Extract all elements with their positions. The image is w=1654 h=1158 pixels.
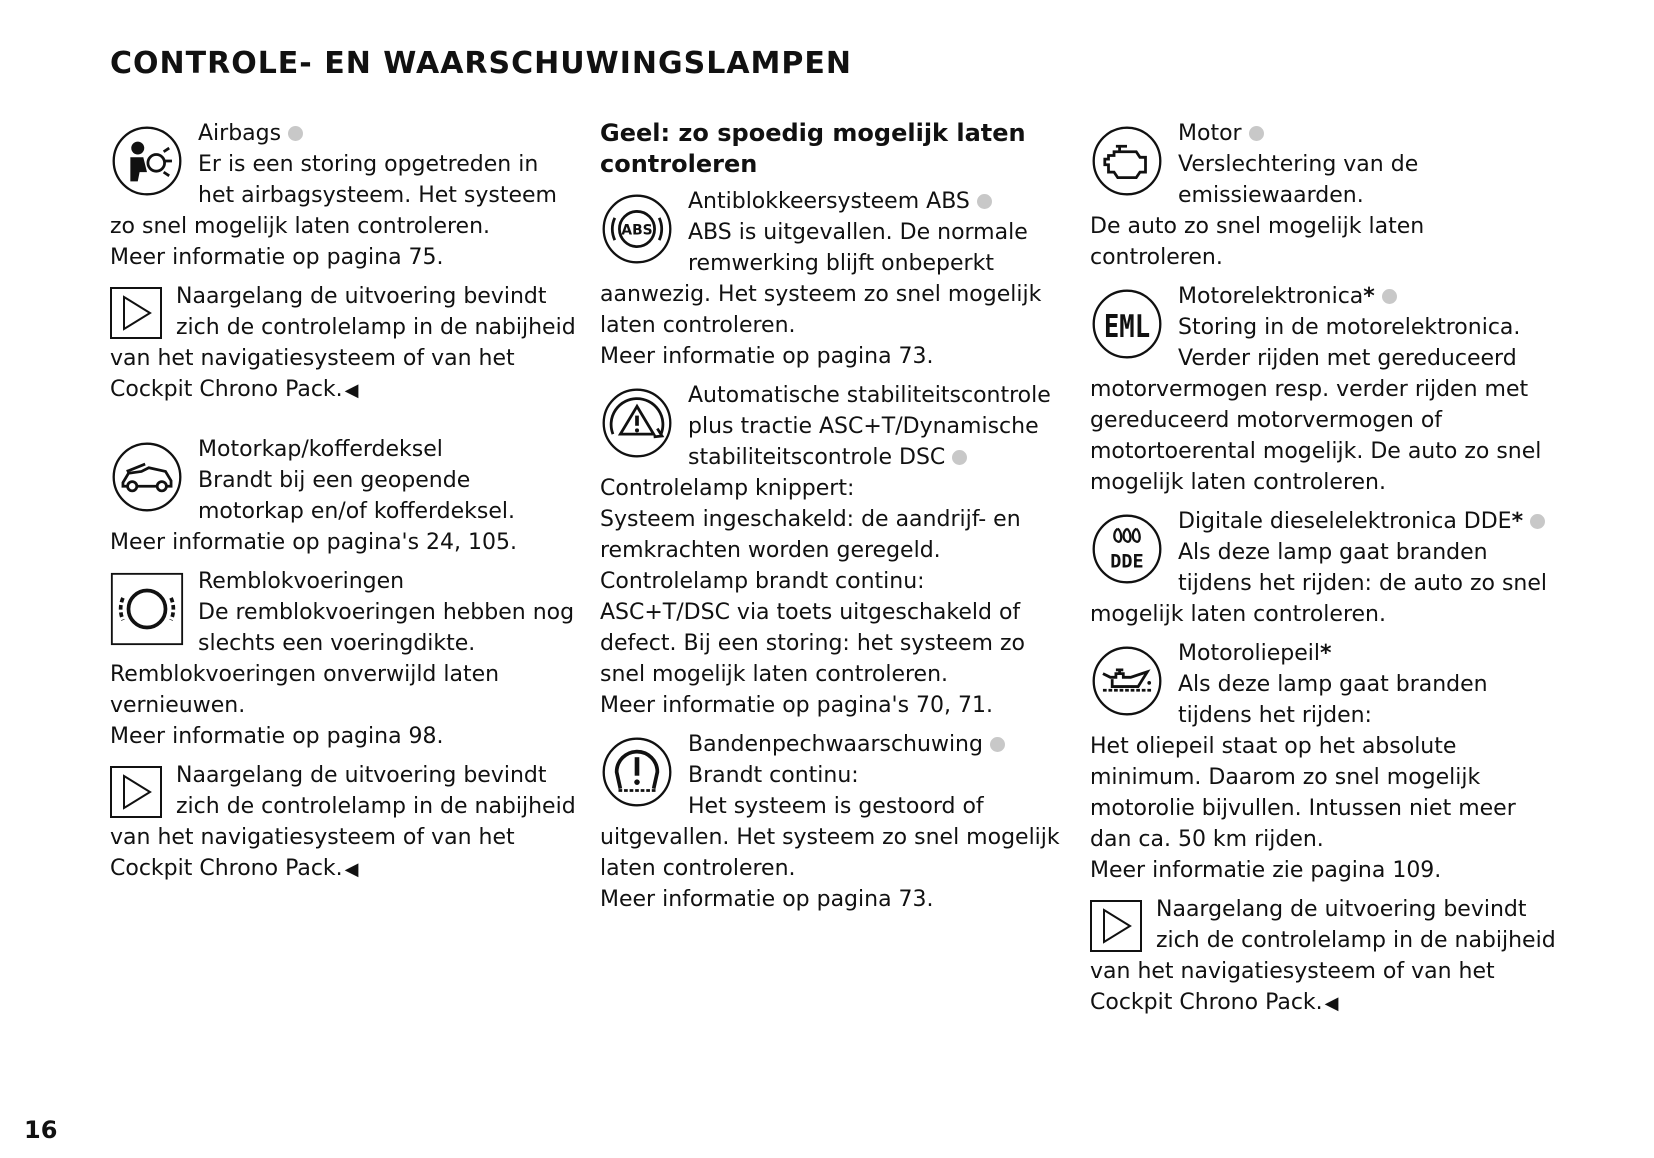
entry-oliepeil <box>1090 638 1560 886</box>
entry-text: Het oliepeil staat op het absolute minimum. Daarom zo snel mogelijk motorolie bijvullen. Intussen niet meer dan ca. 50 km rijden. <box>1090 734 1516 852</box>
entry-remblok <box>110 566 580 752</box>
end-mark-icon: ◀ <box>344 380 359 401</box>
entry-more-info: Meer informatie op pagina 73. <box>600 344 934 369</box>
entry-dde <box>1090 506 1560 630</box>
eml-icon <box>1090 287 1168 365</box>
tire-pressure-icon <box>600 735 678 813</box>
entry-title: Motorelektronica <box>1178 284 1364 309</box>
entry-more-info: Meer informatie op pagina 75. <box>110 245 444 270</box>
note-text: Naargelang de uitvoering bevindt zich de controlelamp in de nabijheid van het navigatiesysteem of van het Cockpit Chrono Pack. <box>110 763 576 881</box>
indicator-dot <box>990 737 1005 752</box>
entry-title: Remblokvoeringen <box>198 569 405 594</box>
end-mark-icon: ◀ <box>344 859 359 880</box>
indicator-dot <box>1249 126 1264 141</box>
entry-title: Motorkap/kofferdeksel <box>198 437 443 462</box>
dde-icon <box>1090 512 1168 590</box>
indicator-dot <box>977 194 992 209</box>
indicator-dot <box>952 450 967 465</box>
column-right <box>1090 118 1560 1027</box>
entry-text: Er is een storing opgetreden in het airbagsysteem. Het systeem zo snel mogelijk laten controleren. <box>110 152 557 239</box>
optional-equipment-star: * <box>1320 641 1332 666</box>
indicator-dot <box>1530 514 1545 529</box>
abs-icon-label: ABS <box>621 222 653 239</box>
dde-icon-label: DDE <box>1110 551 1144 573</box>
section-title: Geel: zo spoedig mogelijk laten controleren <box>600 119 1026 178</box>
entry-text: Brandt bij een geopende motorkap en/of kofferdeksel. <box>198 468 516 524</box>
entry-text: ABS is uitgevallen. De normale remwerking blijft onbeperkt aanwezig. Het systeem zo snel mogelijk laten controleren. <box>600 220 1042 338</box>
entry-title: Automatische stabiliteitscontrole plus tractie ASC+T/Dynamische stabiliteitscontrole DSC <box>688 383 1051 470</box>
entry-more-info: De auto zo snel mogelijk laten controleren. <box>1090 214 1425 270</box>
column-left <box>110 118 580 893</box>
note-triangle-icon <box>1090 900 1146 952</box>
entry-note <box>110 760 580 885</box>
entry-motorkap <box>110 434 580 558</box>
note-text: Naargelang de uitvoering bevindt zich de controlelamp in de nabijheid van het navigatiesysteem of van het Cockpit Chrono Pack. <box>110 284 576 402</box>
open-hood-icon <box>110 440 188 518</box>
indicator-dot <box>288 126 303 141</box>
entry-text: ASC+T/DSC via toets uitgeschakeld of defect. Bij een storing: het systeem zo snel mogelijk laten controleren. <box>600 600 1025 687</box>
entry-more-info: Meer informatie op pagina 73. <box>600 887 934 912</box>
entry-title: Antiblokkeersysteem ABS <box>688 189 970 214</box>
entry-title: Bandenpechwaarschuwing <box>688 732 983 757</box>
entry-title: Motor <box>1178 121 1242 146</box>
optional-equipment-star: * <box>1511 509 1524 534</box>
entry-abs <box>600 186 1068 372</box>
page-title: CONTROLE- EN WAARSCHUWINGSLAMPEN <box>110 46 852 81</box>
entry-title: Motoroliepeil <box>1178 641 1321 666</box>
note-text: Naargelang de uitvoering bevindt zich de controlelamp in de nabijheid van het navigatiesysteem of van het Cockpit Chrono Pack. <box>1090 897 1556 1015</box>
entry-text: Als deze lamp gaat branden tijdens het rijden: de auto zo snel mogelijk laten controleren. <box>1090 540 1548 627</box>
entry-motor <box>1090 118 1560 273</box>
note-triangle-icon <box>110 287 166 339</box>
entry-note <box>1090 894 1560 1019</box>
airbag-icon <box>110 124 188 202</box>
entry-text: Storing in de motorelektronica. Verder rijden met gereduceerd motorvermogen resp. verder rijden met gereduceerd motorvermogen of motortoerental mogelijk. De auto zo snel mogelijk laten controleren. <box>1090 315 1542 495</box>
entry-banden <box>600 729 1068 915</box>
entry-title: Airbags <box>198 121 282 146</box>
entry-eml <box>1090 281 1560 498</box>
entry-text: Verslechtering van de emissiewaarden. <box>1178 152 1419 208</box>
engine-icon <box>1090 124 1168 202</box>
entry-more-info: Meer informatie op pagina's 24, 105. <box>110 530 518 555</box>
entry-text: De remblokvoeringen hebben nog slechts een voeringdikte. Remblokvoeringen onverwijld laten vernieuwen. <box>110 600 575 718</box>
entry-title: Digitale dieselelektronica DDE <box>1178 509 1512 534</box>
eml-icon-label: EML <box>1103 308 1151 345</box>
entry-airbags <box>110 118 580 273</box>
entry-text: Brandt continu: <box>688 763 859 788</box>
oil-can-icon <box>1090 644 1168 722</box>
note-triangle-icon <box>110 766 166 818</box>
entry-text: Het systeem is gestoord of uitgevallen. Het systeem zo snel mogelijk laten controleren. <box>600 794 1060 881</box>
entry-more-info: Meer informatie op pagina 98. <box>110 724 444 749</box>
entry-text: Systeem ingeschakeld: de aandrijf- en remkrachten worden geregeld. <box>600 507 1021 563</box>
entry-more-info: Meer informatie op pagina's 70, 71. <box>600 693 994 718</box>
entry-text: Controlelamp brandt continu: <box>600 569 925 594</box>
optional-equipment-star: * <box>1363 284 1375 309</box>
page-number: 16 <box>24 1116 58 1144</box>
entry-text: Als deze lamp gaat branden tijdens het rijden: <box>1178 672 1488 728</box>
column-middle <box>600 118 1068 923</box>
abs-icon <box>600 192 678 270</box>
entry-more-info: Meer informatie zie pagina 109. <box>1090 858 1442 883</box>
entry-note <box>110 281 580 406</box>
entry-asc-dsc <box>600 380 1068 721</box>
brake-pad-icon <box>110 572 188 650</box>
stability-control-icon <box>600 386 678 464</box>
end-mark-icon: ◀ <box>1324 993 1339 1014</box>
indicator-dot <box>1382 289 1397 304</box>
entry-text: Controlelamp knippert: <box>600 476 855 501</box>
